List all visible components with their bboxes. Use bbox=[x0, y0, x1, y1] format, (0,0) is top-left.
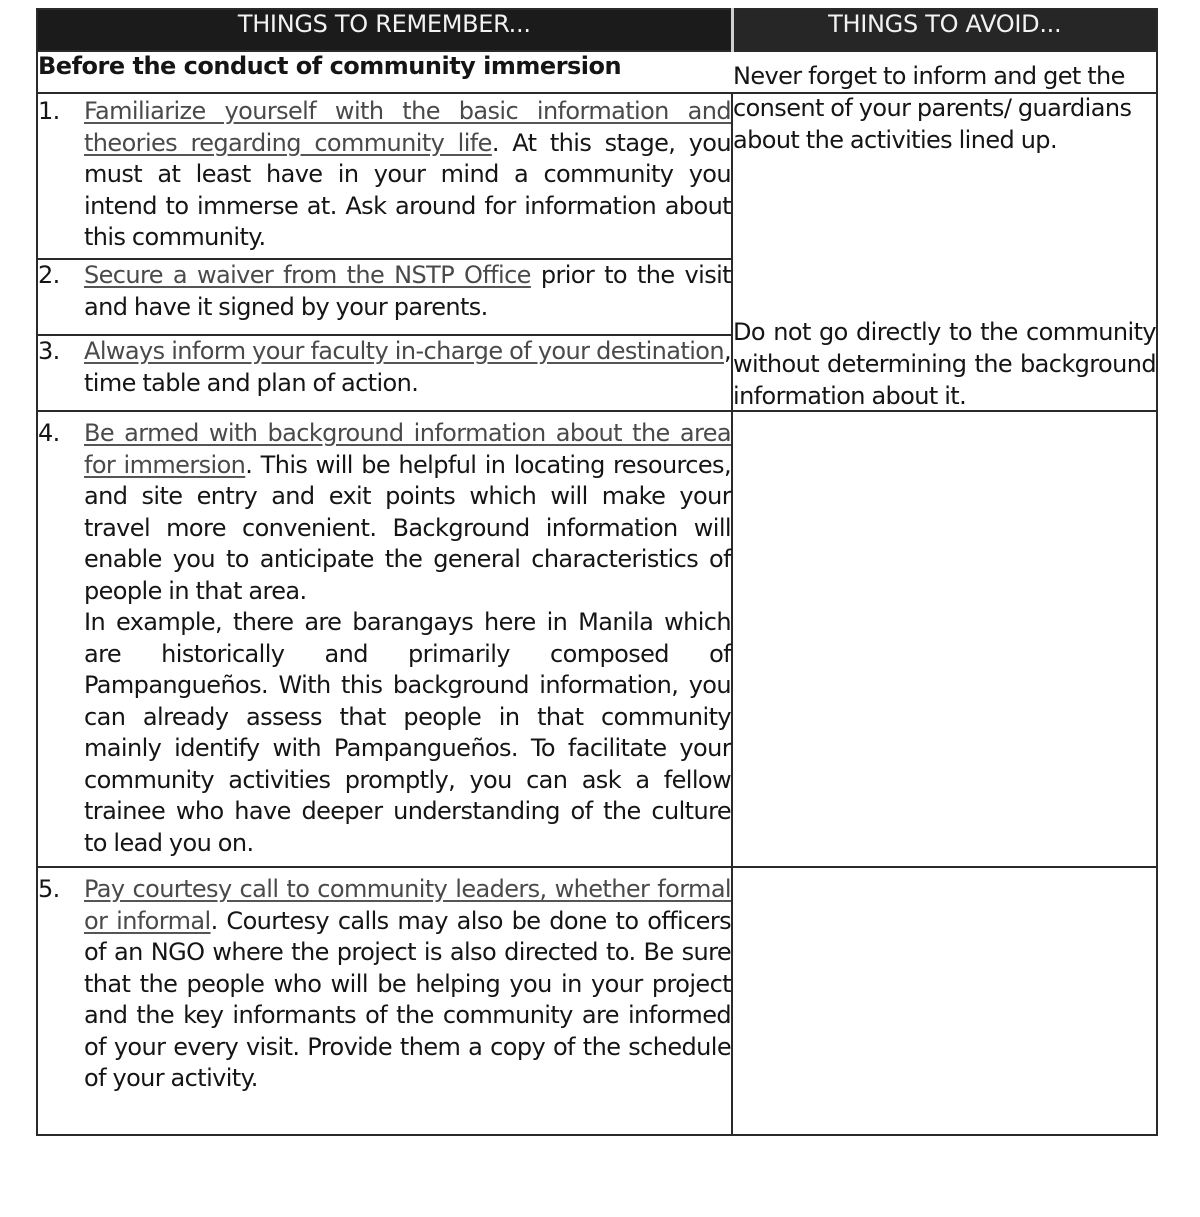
table-row bbox=[37, 867, 1157, 1135]
remember-item-4 bbox=[37, 411, 732, 867]
remember-item-5 bbox=[37, 867, 732, 1135]
avoid-text: Do not go directly to the community without determining the background information about it. bbox=[733, 318, 1156, 410]
item-text: prior to the visit and have it signed by your parents. bbox=[84, 261, 731, 321]
item-text: . Courtesy calls may also be done to officers of an NGO where the project is also directed to. Be sure that the people who will be helping you in your project and the key informants of the community are informed of your every visit. Provide them a copy of the schedule of your activity. bbox=[84, 906, 731, 1092]
section-title: Before the conduct of community immersion bbox=[37, 51, 1157, 93]
avoid-text: Never forget to inform and get the consent of your parents/ guardians about the activities lined up. bbox=[733, 62, 1132, 154]
item-number: 2. bbox=[38, 261, 60, 289]
header-row bbox=[37, 9, 1157, 51]
item-text: . At this stage, you must at least have in your mind a community you intend to immerse at. Ask around for information about this community. bbox=[84, 128, 731, 251]
item-example: In example, there are barangays here in Manila which are historically and primarily composed of Pampangueños. With this background information, you can already assess that people in that community mainly identify with Pampangueños. To facilitate your community activities promptly, you can ask a fellow trainee who have deeper understanding of the culture to lead you on. bbox=[84, 608, 731, 857]
avoid-item-empty bbox=[732, 867, 1157, 1135]
remember-item-3 bbox=[37, 335, 732, 411]
item-number: 1. bbox=[38, 97, 60, 125]
item-key-point: Pay courtesy call to community leaders, whether formal or informal bbox=[84, 875, 731, 935]
header-things-to-avoid: THINGS TO AVOID... bbox=[732, 9, 1157, 51]
table-row bbox=[37, 411, 1157, 867]
item-body bbox=[84, 260, 731, 323]
item-body bbox=[84, 96, 731, 254]
avoid-item-2 bbox=[732, 318, 1157, 867]
remember-item-2 bbox=[37, 259, 732, 335]
item-key-point: Familiarize yourself with the basic information and theories regarding community life bbox=[84, 97, 731, 157]
item-body bbox=[84, 336, 731, 399]
item-key-point: Be armed with background information about the area for immersion bbox=[84, 419, 731, 479]
item-number: 3. bbox=[38, 337, 60, 365]
item-text: , time table and plan of action. bbox=[84, 337, 731, 397]
header-things-to-remember: THINGS TO REMEMBER... bbox=[37, 9, 732, 51]
table-row bbox=[37, 93, 1157, 259]
item-number: 5. bbox=[38, 875, 60, 903]
remember-item-1 bbox=[37, 93, 732, 259]
item-key-point: Secure a waiver from the NSTP Office bbox=[84, 261, 531, 289]
guidelines-table bbox=[36, 8, 1158, 1136]
item-text: . This will be helpful in locating resources, and site entry and exit points which will make your travel more convenient. Background information will enable you to anticipate the general characteristics of people in that area. bbox=[84, 450, 731, 605]
item-number: 4. bbox=[38, 419, 60, 447]
item-body bbox=[84, 418, 731, 859]
item-body bbox=[84, 874, 731, 1095]
item-key-point: Always inform your faculty in-charge of your destination bbox=[84, 337, 724, 365]
